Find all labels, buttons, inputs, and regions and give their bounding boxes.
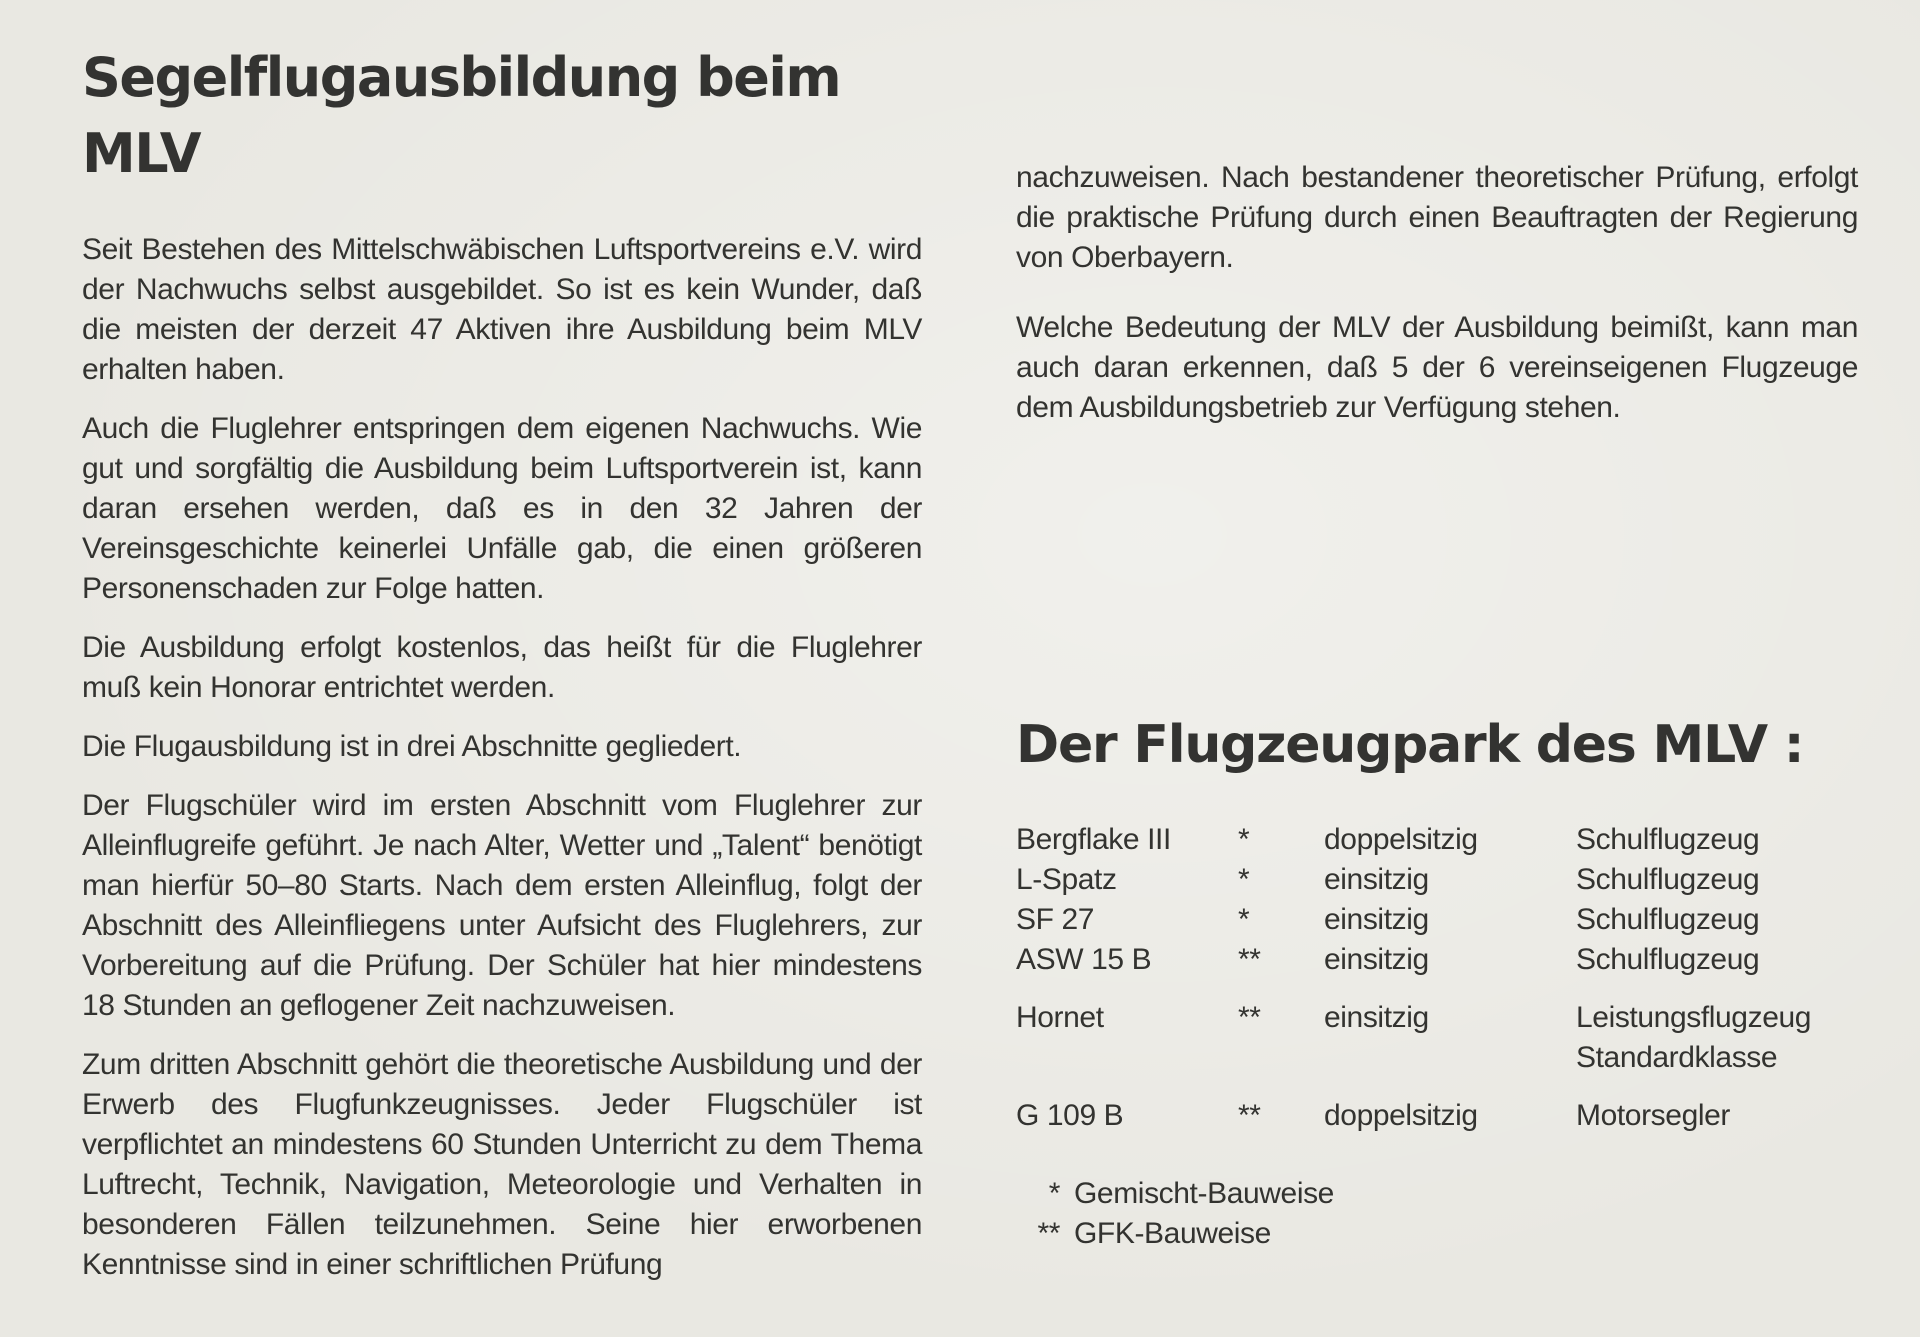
construction-legend (1020, 1174, 1334, 1254)
seat-count: einsitzig (1324, 903, 1429, 936)
seat-count: einsitzig (1324, 863, 1429, 896)
aircraft-type: Schulflugzeug (1576, 903, 1760, 936)
construction-mark: * (1238, 863, 1250, 896)
aircraft-name: L-Spatz (1016, 863, 1117, 896)
construction-mark: * (1238, 823, 1250, 856)
aircraft-name: ASW 15 B (1016, 943, 1152, 976)
paragraph: Der Flugschüler wird im ersten Abschnitt vom Fluglehrer zur Alleinflugreife geführt. Je nach Alter, Wetter und „Talent“ benötigt man hierfür 50–80 Starts. Nach dem ersten Alleinflug, folgt der Abschnitt des Alleinfliegens unter Aufsicht des Fluglehrers, zur Vorbereitung auf die Prüfung. Der Schüler hat hier mindestens 18 Stunden an geflogener Zeit nachzuweisen. (82, 789, 922, 1022)
aircraft-type: Schulflugzeug (1576, 823, 1760, 856)
paragraph: Zum dritten Abschnitt gehört die theoretische Ausbildung und der Erwerb des Flugfunkzeugnisses. Jeder Flugschüler ist verpflichtet an mindestens 60 Stunden Unterricht zu dem Thema Luftrecht, Technik, Navigation, Meteorologie und Verhalten in besonderen Fällen teilzunehmen. Seine hier erworbenen Kenntnisse sind in einer schriftlichen Prüfung (82, 1048, 922, 1281)
fleet-heading: Der Flugzeugpark des MLV : (1016, 715, 1804, 775)
aircraft-type: Schulflugzeug (1576, 863, 1760, 896)
legend-text: GFK-Bauweise (1074, 1217, 1271, 1250)
aircraft-type: Schulflugzeug (1576, 943, 1760, 976)
construction-mark: ** (1238, 1099, 1261, 1132)
paragraph: Die Ausbildung erfolgt kostenlos, das heißt für die Fluglehrer muß kein Honorar entrichtet werden. (82, 631, 922, 704)
aircraft-type-line: Leistungsflugzeug (1576, 1001, 1812, 1034)
aircraft-type: Motorsegler (1576, 1099, 1730, 1132)
fleet-row (1016, 1096, 1876, 1136)
legend-item (1020, 1174, 1334, 1214)
left-column (82, 40, 922, 1304)
construction-mark: ** (1238, 1001, 1261, 1034)
seat-count: doppelsitzig (1324, 1099, 1478, 1132)
fleet-row (1016, 998, 1876, 1078)
aircraft-name: SF 27 (1016, 903, 1095, 936)
right-column (1016, 158, 1858, 458)
construction-mark: * (1238, 903, 1250, 936)
legend-mark: ** (1037, 1217, 1060, 1250)
legend-item (1020, 1214, 1334, 1254)
legend-mark: * (1048, 1177, 1060, 1210)
seat-count: doppelsitzig (1324, 823, 1478, 856)
fleet-row (1016, 940, 1876, 980)
paragraph: nachzuweisen. Nach bestandener theoretischer Prüfung, erfolgt die praktische Prüfung durch einen Beauftragten der Regierung von Oberbayern. (1016, 161, 1858, 274)
construction-mark: ** (1238, 943, 1261, 976)
paragraph: Seit Bestehen des Mittelschwäbischen Luftsportvereins e.V. wird der Nachwuchs selbst ausgebildet. So ist es kein Wunder, daß die meisten der derzeit 47 Aktiven ihre Ausbildung beim MLV erhalten haben. (82, 233, 922, 386)
aircraft-type (1576, 998, 1876, 1078)
fleet-row (1016, 860, 1876, 900)
legend-text: Gemischt-Bauweise (1074, 1177, 1334, 1210)
paragraph: Welche Bedeutung der MLV der Ausbildung beimißt, kann man auch daran erkennen, daß 5 der 6 vereinseigenen Flugzeuge dem Ausbildungsbetrieb zur Verfügung stehen. (1016, 311, 1858, 424)
aircraft-name: Hornet (1016, 1001, 1104, 1034)
fleet-row (1016, 820, 1876, 860)
aircraft-name: Bergflake III (1016, 823, 1171, 856)
fleet-table (1016, 820, 1876, 1136)
paragraph: Die Flugausbildung ist in drei Abschnitte gegliedert. (82, 730, 742, 763)
seat-count: einsitzig (1324, 943, 1429, 976)
paragraph: Auch die Fluglehrer entspringen dem eigenen Nachwuchs. Wie gut und sorgfältig die Ausbildung beim Luftsportverein ist, kann daran ersehen werden, daß es in den 32 Jahren der Vereinsgeschichte keinerlei Unfälle gab, die einen größeren Personenschaden zur Folge hatten. (82, 412, 922, 605)
aircraft-class-line: Standardklasse (1576, 1041, 1778, 1074)
seat-count: einsitzig (1324, 1001, 1429, 1034)
page-title: Segelflugausbildung beim MLV (82, 46, 841, 185)
fleet-row (1016, 900, 1876, 940)
aircraft-name: G 109 B (1016, 1099, 1124, 1132)
